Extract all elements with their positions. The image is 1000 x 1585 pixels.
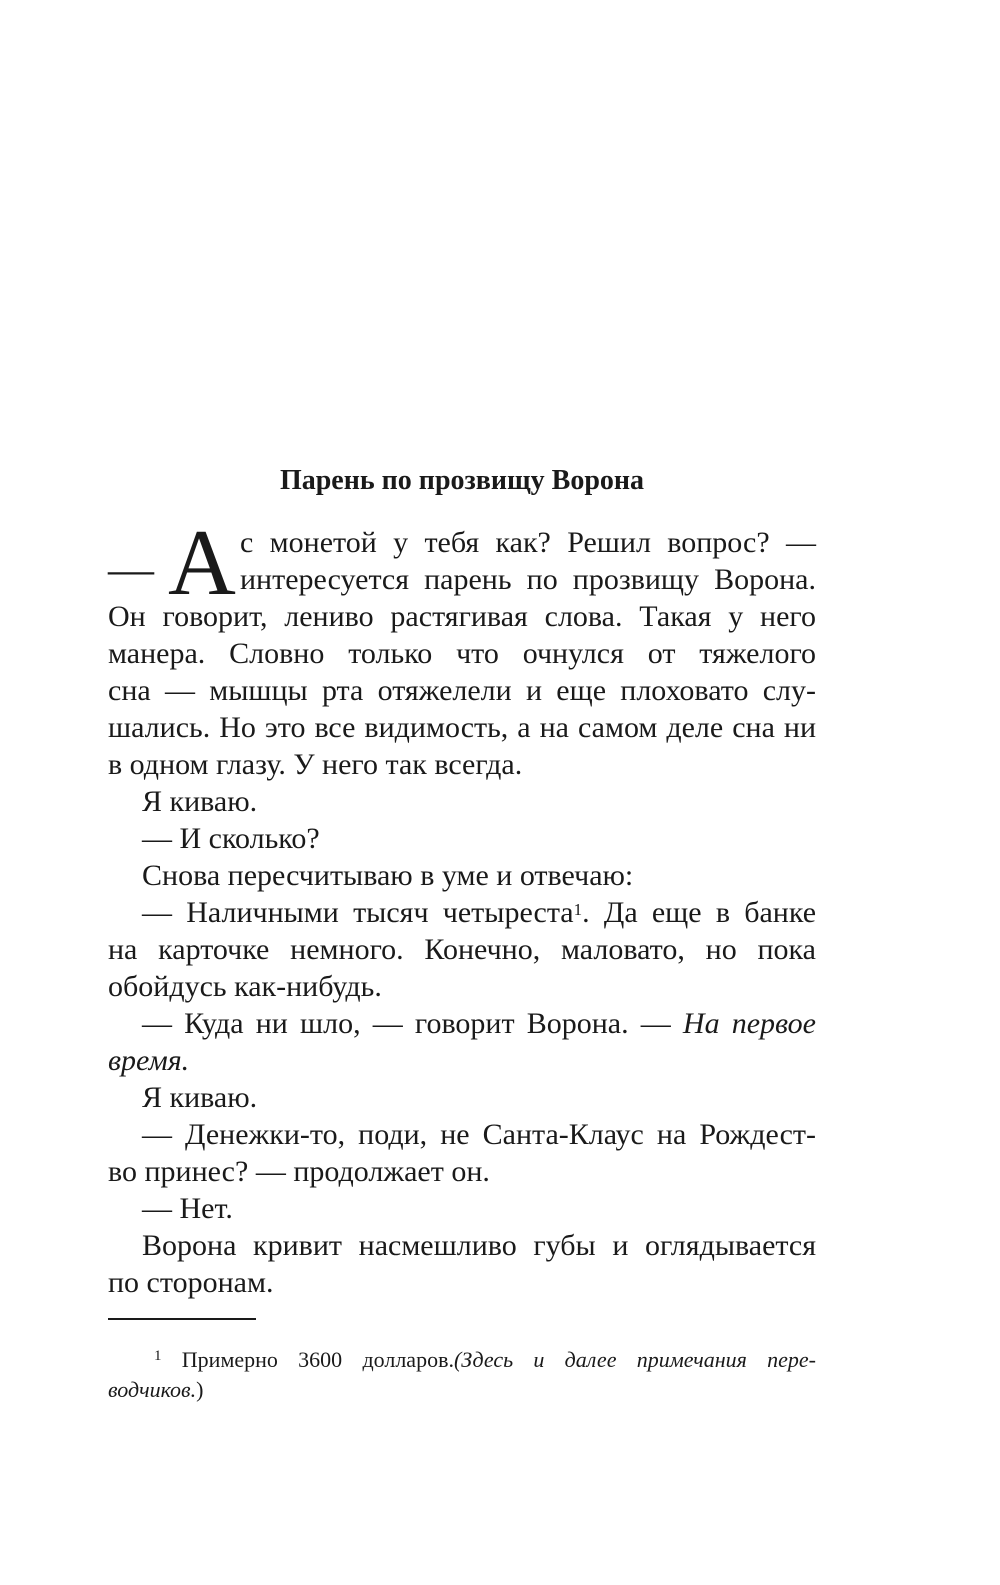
text-line: интересуется парень по прозвищу Ворона.: [240, 563, 816, 596]
footnote-line: [108, 1375, 816, 1405]
text-line: Снова пересчитываю в уме и отвечаю:: [142, 859, 634, 892]
italic-text: На первое: [682, 1007, 816, 1040]
text-line: в одном глазу. У него так всегда.: [108, 748, 523, 781]
text-line: [142, 894, 816, 932]
text-fragment: — Куда ни шло, — говорит Ворона. —: [142, 1007, 683, 1040]
footnote-italic: водчиков.: [108, 1377, 197, 1402]
footnote-italic: (Здесь и далее примечания пере-: [453, 1347, 817, 1372]
text-line: манера. Словно только что очнулся от тяжелого: [108, 637, 816, 670]
footnote-text: Примерно 3600 долларов.: [181, 1347, 454, 1372]
chapter-title: Парень по прозвищу Ворона: [279, 465, 645, 496]
drop-cap-letter: А: [168, 511, 236, 615]
footnote-reference: 1: [573, 900, 583, 919]
text-line: сна — мышцы рта отяжелели и еще плоховато слу-: [108, 674, 816, 707]
text-line: — И сколько?: [142, 822, 320, 855]
text-fragment: . Да еще в банке: [582, 896, 817, 929]
footnote-divider: [108, 1318, 256, 1320]
text-line: Он говорит, лениво растягивая слова. Такая у него: [108, 600, 816, 633]
text-fragment: — Наличными тысяч четыреста: [142, 896, 574, 929]
text-line: во принес? — продолжает он.: [108, 1155, 490, 1188]
text-line: время.: [108, 1044, 190, 1077]
text-line: Ворона кривит насмешливо губы и оглядывается: [142, 1229, 816, 1262]
text-line: [142, 1005, 816, 1043]
text-line: обойдусь как-нибудь.: [108, 970, 382, 1003]
footnote-line: [154, 1345, 816, 1375]
text-line: по сторонам.: [108, 1266, 274, 1299]
text-line: на карточке немного. Конечно, маловато, но пока: [108, 933, 816, 966]
drop-cap-dash: —: [108, 543, 154, 594]
text-line: — Нет.: [142, 1192, 233, 1225]
footnote-number: 1: [154, 1348, 162, 1364]
footnote-close: ): [196, 1377, 204, 1402]
text-line: с монетой у тебя как? Решил вопрос? —: [240, 526, 816, 559]
text-line: Я киваю.: [142, 785, 258, 818]
text-line: Я киваю.: [142, 1081, 258, 1114]
text-line: шались. Но это все видимость, а на самом деле сна ни: [108, 711, 816, 744]
text-line: — Денежки-то, поди, не Санта-Клаус на Рождест-: [142, 1118, 816, 1151]
